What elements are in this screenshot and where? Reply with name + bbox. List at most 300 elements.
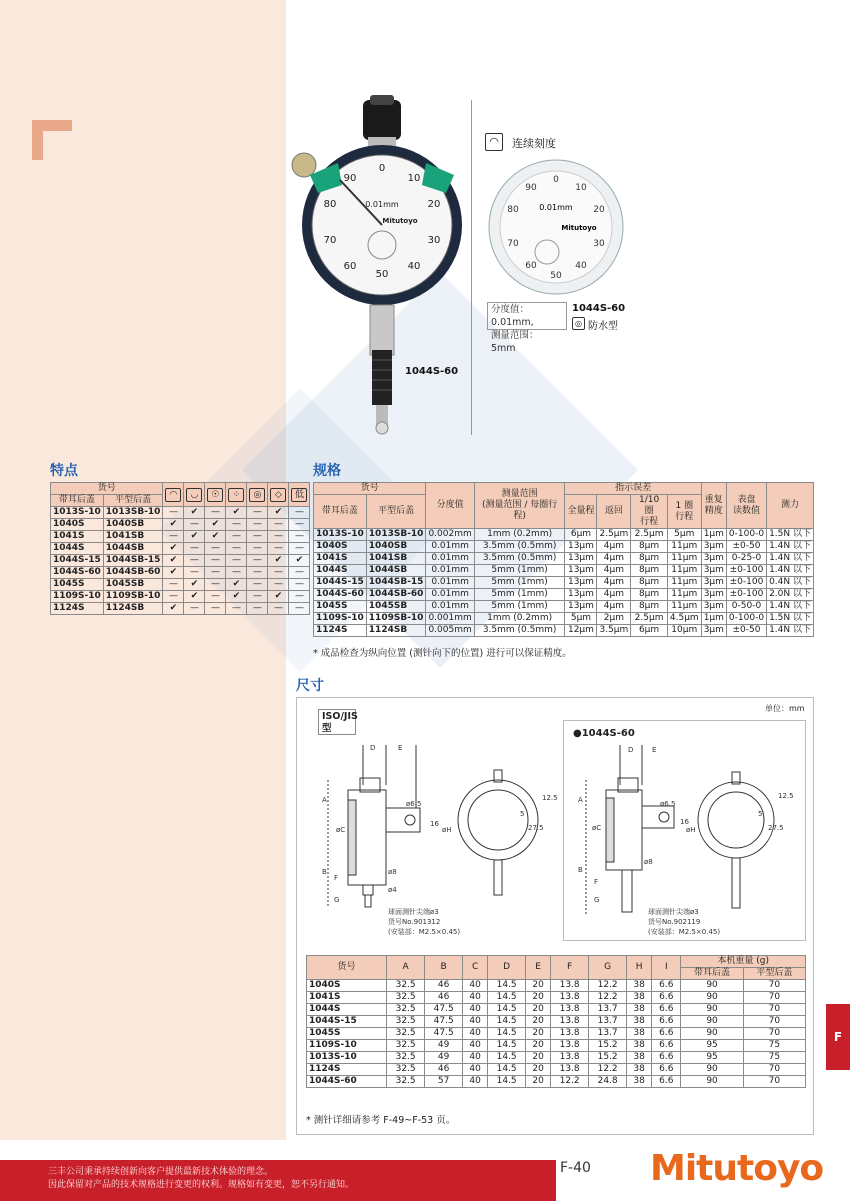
svg-text:50: 50 <box>550 271 562 281</box>
dim-cell: 47.5 <box>425 1004 463 1016</box>
feat-header-lug: 带耳后盖 <box>51 495 104 507</box>
spec-cell: 4μm <box>597 577 631 589</box>
dim-header: H <box>627 956 652 980</box>
spec-header-error: 指示误差 <box>565 483 701 495</box>
dim-cell: 1013S-10 <box>307 1052 387 1064</box>
spec-cell: ±0-50 <box>726 541 766 553</box>
spec-header-lug: 带耳后盖 <box>314 495 367 529</box>
spec-cell: 4.5μm <box>667 613 701 625</box>
footer-text <box>48 1166 354 1192</box>
dim-cell: 90 <box>681 1076 743 1088</box>
feat-mark: — <box>205 543 226 555</box>
spec-cell: 4μm <box>597 565 631 577</box>
spec-cell: 1040SB <box>366 541 426 553</box>
feat-mark: ✔ <box>268 555 289 567</box>
spec-cell: 2.0N 以下 <box>767 589 814 601</box>
spec-cell: 1040S <box>314 541 367 553</box>
feat-header-flat: 平型后盖 <box>103 495 163 507</box>
feat-mark: — <box>247 507 268 519</box>
spec-header-range: 测量范围 (测量范围 / 每圈行程) <box>474 483 565 529</box>
dim-cell: 70 <box>743 1016 805 1028</box>
dim-cell: 49 <box>425 1040 463 1052</box>
feat-mark: — <box>184 567 205 579</box>
dim-cell: 32.5 <box>387 1004 425 1016</box>
table-row <box>307 1004 806 1016</box>
revolution-counter-icon: ☉ <box>207 488 223 502</box>
spec-cell: 0.005mm <box>426 625 474 637</box>
spec-cell: 5μm <box>667 529 701 541</box>
svg-text:G: G <box>334 896 340 904</box>
features-table <box>50 482 310 615</box>
feat-mark: — <box>226 567 247 579</box>
svg-text:27.5: 27.5 <box>768 824 784 832</box>
spec-header-one-rev: 1 圈 行程 <box>667 495 701 529</box>
table-row <box>314 577 814 589</box>
feat-mark: ✔ <box>268 591 289 603</box>
table-row <box>314 565 814 577</box>
feat-mark: ✔ <box>226 591 247 603</box>
svg-text:0.01mm: 0.01mm <box>365 200 399 209</box>
dim-cell: 20 <box>526 1016 551 1028</box>
dim-cell: 40 <box>463 1028 488 1040</box>
spec-cell: 3μm <box>701 553 726 565</box>
dim-cell: 57 <box>425 1076 463 1088</box>
svg-text:30: 30 <box>593 239 605 249</box>
feat-icon-1 <box>163 483 184 507</box>
feat-lug-model: 1109S-10 <box>51 591 104 603</box>
feat-flat-model: 1013SB-10 <box>103 507 163 519</box>
spec-header-retrace: 返回 <box>597 495 631 529</box>
spec-cell: 0.01mm <box>426 541 474 553</box>
feat-mark: ✔ <box>205 531 226 543</box>
waterproof-icon: ◎ <box>249 488 265 502</box>
spec-cell: 4μm <box>597 541 631 553</box>
section-tab[interactable]: F <box>826 1004 850 1070</box>
feat-mark: — <box>247 543 268 555</box>
dim-cell: 38 <box>627 1004 652 1016</box>
dim-cell: 90 <box>681 1028 743 1040</box>
dim-cell: 13.8 <box>551 1028 589 1040</box>
dim-cell: 46 <box>425 980 463 992</box>
spec-cell: 2.5μm <box>631 529 668 541</box>
svg-text:F: F <box>334 874 339 882</box>
dial-face-detail <box>487 158 625 296</box>
feat-icon-5 <box>247 483 268 507</box>
dim-cell: 40 <box>463 992 488 1004</box>
dimensions-title: 尺寸 <box>296 678 324 694</box>
feat-flat-model: 1045SB <box>103 579 163 591</box>
spec-cell: 11μm <box>667 553 701 565</box>
spec-cell: 4μm <box>597 553 631 565</box>
svg-text:B: B <box>322 868 327 876</box>
table-row <box>307 992 806 1004</box>
spec-cell: 0.01mm <box>426 601 474 613</box>
spec-cell: 3μm <box>701 565 726 577</box>
feat-flat-model: 1124SB <box>103 603 163 615</box>
dim-cell: 6.6 <box>652 1004 681 1016</box>
table-row <box>307 1052 806 1064</box>
spec-cell: 1109SB-10 <box>366 613 426 625</box>
table-row <box>307 1064 806 1076</box>
table-row <box>307 1028 806 1040</box>
svg-text:A: A <box>578 796 583 804</box>
dim-header: B <box>425 956 463 980</box>
svg-text:F: F <box>594 878 599 886</box>
svg-text:ø8: ø8 <box>388 868 397 876</box>
spec-cell: 1045S <box>314 601 367 613</box>
svg-text:5: 5 <box>520 810 525 818</box>
spec-cell: 3μm <box>701 577 726 589</box>
svg-text:货号No.902119: 货号No.902119 <box>648 918 701 926</box>
dim-cell: 32.5 <box>387 1028 425 1040</box>
dim-cell: 6.6 <box>652 1040 681 1052</box>
dial-parameter-box <box>487 302 567 354</box>
spec-cell: 1.4N 以下 <box>767 553 814 565</box>
mitutoyo-logo: Mitutoyo <box>650 1148 824 1189</box>
dim-cell: 90 <box>681 1004 743 1016</box>
feat-mark: ✔ <box>226 579 247 591</box>
feat-mark: — <box>268 603 289 615</box>
dim-cell: 90 <box>681 1016 743 1028</box>
spec-cell: 1041SB <box>366 553 426 565</box>
spec-cell: 0.4N 以下 <box>767 577 814 589</box>
dim-cell: 75 <box>743 1040 805 1052</box>
dim-cell: 32.5 <box>387 992 425 1004</box>
spec-cell: 13μm <box>565 577 597 589</box>
dim-cell: 70 <box>743 1064 805 1076</box>
spec-cell: 5mm (1mm) <box>474 601 565 613</box>
svg-text:球面测针尖端ø3: 球面测针尖端ø3 <box>648 908 699 916</box>
table-row <box>314 553 814 565</box>
dim-cell: 95 <box>681 1040 743 1052</box>
feat-flat-model: 1109SB-10 <box>103 591 163 603</box>
spec-cell: 13μm <box>565 601 597 613</box>
feat-flat-model: 1044SB-60 <box>103 567 163 579</box>
spec-cell: 5μm <box>565 613 597 625</box>
spec-cell: 8μm <box>631 565 668 577</box>
spec-cell: 11μm <box>667 565 701 577</box>
weight-header-lug: 带耳后盖 <box>681 968 743 980</box>
gauge-icon: ◠ <box>165 488 181 502</box>
svg-text:0: 0 <box>378 163 386 174</box>
dim-cell: 13.8 <box>551 1004 589 1016</box>
spec-cell: 0.01mm <box>426 577 474 589</box>
variant-label: ●1044S-60 <box>573 728 635 739</box>
dim-cell: 13.8 <box>551 1064 589 1076</box>
table-row <box>51 555 310 567</box>
dim-cell: 70 <box>743 1028 805 1040</box>
feat-mark: — <box>226 519 247 531</box>
feat-mark: — <box>226 531 247 543</box>
feat-mark: — <box>163 507 184 519</box>
waterproof-icon: ◎ <box>572 317 585 330</box>
spec-cell: 1044S-15 <box>314 577 367 589</box>
dim-header: C <box>463 956 488 980</box>
spec-cell: 5mm (1mm) <box>474 577 565 589</box>
dial-param-line-1: 分度值：0.01mm, <box>491 304 534 328</box>
feat-mark: — <box>289 591 310 603</box>
feat-mark: — <box>205 591 226 603</box>
spec-cell: 3μm <box>701 601 726 613</box>
spec-cell: 1mm (0.2mm) <box>474 529 565 541</box>
spec-cell: ±0-100 <box>726 589 766 601</box>
dim-cell: 46 <box>425 1064 463 1076</box>
dim-cell: 20 <box>526 1004 551 1016</box>
spec-cell: 1044SB-60 <box>366 589 426 601</box>
spec-cell: 3μm <box>701 589 726 601</box>
spec-cell: 1.5N 以下 <box>767 529 814 541</box>
spec-cell: 8μm <box>631 541 668 553</box>
dim-header: F <box>551 956 589 980</box>
vertical-divider <box>471 100 472 435</box>
svg-text:27.5: 27.5 <box>528 824 544 832</box>
dim-cell: 1044S-15 <box>307 1016 387 1028</box>
spec-cell: 3μm <box>701 625 726 637</box>
spec-cell: 0-50-0 <box>726 601 766 613</box>
feat-lug-model: 1041S <box>51 531 104 543</box>
spec-header-force: 测力 <box>767 483 814 529</box>
feat-lug-model: 1124S <box>51 603 104 615</box>
feat-mark: — <box>226 543 247 555</box>
low-force-icon: 低 <box>291 488 307 502</box>
feat-icon-2 <box>184 483 205 507</box>
dim-cell: 40 <box>463 1016 488 1028</box>
dim-header: E <box>526 956 551 980</box>
feat-mark: ✔ <box>268 507 289 519</box>
spec-cell: 0-25-0 <box>726 553 766 565</box>
svg-text:40: 40 <box>575 261 587 271</box>
spec-cell: 6μm <box>631 625 668 637</box>
feat-lug-model: 1045S <box>51 579 104 591</box>
feat-mark: ✔ <box>184 591 205 603</box>
feat-flat-model: 1044SB <box>103 543 163 555</box>
dim-cell: 1044S-60 <box>307 1076 387 1088</box>
table-row <box>51 519 310 531</box>
feat-mark: — <box>226 603 247 615</box>
dim-cell: 12.2 <box>589 1064 627 1076</box>
spec-cell: 10μm <box>667 625 701 637</box>
spec-header-full: 全量程 <box>565 495 597 529</box>
spec-cell: 8μm <box>631 601 668 613</box>
spec-cell: 1.4N 以下 <box>767 565 814 577</box>
feat-mark: — <box>205 603 226 615</box>
waterproof-label: 防水型 <box>588 321 618 332</box>
feat-mark: ✔ <box>163 555 184 567</box>
feat-mark: — <box>163 579 184 591</box>
table-row <box>51 591 310 603</box>
dim-header: I <box>652 956 681 980</box>
spec-cell: 5mm (1mm) <box>474 565 565 577</box>
table-row <box>307 1016 806 1028</box>
dim-cell: 1109S-10 <box>307 1040 387 1052</box>
page-number: F-40 <box>560 1160 591 1176</box>
spec-cell: 8μm <box>631 553 668 565</box>
svg-text:(安装部：M2.5×0.45): (安装部：M2.5×0.45) <box>388 928 461 936</box>
dim-cell: 46 <box>425 992 463 1004</box>
spec-cell: 1044SB-15 <box>366 577 426 589</box>
svg-text:øC: øC <box>336 826 346 834</box>
dimensions-table <box>306 955 806 1088</box>
dim-cell: 24.8 <box>589 1076 627 1088</box>
spec-cell: 1μm <box>701 529 726 541</box>
spec-cell: 3.5mm (0.5mm) <box>474 625 565 637</box>
feat-mark: — <box>247 579 268 591</box>
svg-text:20: 20 <box>593 205 605 215</box>
svg-text:D: D <box>370 744 376 752</box>
svg-text:12.5: 12.5 <box>542 794 558 802</box>
dial-detail-model: 1044S-60 <box>572 303 626 314</box>
dim-cell: 15.2 <box>589 1052 627 1064</box>
svg-text:90: 90 <box>343 173 357 184</box>
spec-cell: 1.4N 以下 <box>767 541 814 553</box>
dial-param-line-2: 测量范围：5mm <box>491 330 539 354</box>
svg-text:ø6.5: ø6.5 <box>660 800 676 808</box>
svg-text:80: 80 <box>323 199 337 210</box>
spec-cell: 13μm <box>565 541 597 553</box>
feat-mark: — <box>163 531 184 543</box>
spec-cell: 11μm <box>667 577 701 589</box>
svg-text:60: 60 <box>525 261 537 271</box>
dim-cell: 70 <box>743 980 805 992</box>
left-dimension-drawing <box>318 740 558 940</box>
svg-text:16: 16 <box>680 818 689 826</box>
spec-cell: 8μm <box>631 577 668 589</box>
feat-mark: — <box>289 579 310 591</box>
svg-text:30: 30 <box>427 235 441 246</box>
spec-cell: 11μm <box>667 601 701 613</box>
right-dimension-drawing <box>568 740 806 940</box>
dim-cell: 40 <box>463 1064 488 1076</box>
dim-cell: 32.5 <box>387 1064 425 1076</box>
dim-cell: 40 <box>463 1040 488 1052</box>
svg-text:50: 50 <box>375 269 389 280</box>
dim-cell: 40 <box>463 1076 488 1088</box>
dim-cell: 38 <box>627 1076 652 1088</box>
dim-cell: 47.5 <box>425 1028 463 1040</box>
dim-cell: 13.8 <box>551 980 589 992</box>
svg-text:E: E <box>652 746 657 754</box>
svg-text:40: 40 <box>407 261 421 272</box>
spec-header-repeat: 重复 精度 <box>701 483 726 529</box>
dim-cell: 70 <box>743 1076 805 1088</box>
specs-table <box>313 482 814 637</box>
spec-header-dial: 表盘 读数值 <box>726 483 766 529</box>
spec-cell: 12μm <box>565 625 597 637</box>
spec-cell: 1044SB <box>366 565 426 577</box>
dim-cell: 14.5 <box>488 1064 526 1076</box>
svg-text:20: 20 <box>427 199 441 210</box>
feat-mark: — <box>268 519 289 531</box>
feat-lug-model: 1044S-15 <box>51 555 104 567</box>
svg-text:ø6.5: ø6.5 <box>406 800 422 808</box>
feat-mark: ✔ <box>184 507 205 519</box>
spec-cell: 2.5μm <box>631 613 668 625</box>
dim-cell: 40 <box>463 1052 488 1064</box>
feat-mark: — <box>268 579 289 591</box>
dim-cell: 1041S <box>307 992 387 1004</box>
dots-icon: ⁘ <box>228 488 244 502</box>
feat-mark: — <box>289 603 310 615</box>
unit-label: 单位：mm <box>765 704 805 713</box>
dim-cell: 14.5 <box>488 1040 526 1052</box>
feat-mark: — <box>268 543 289 555</box>
dim-cell: 13.8 <box>551 1016 589 1028</box>
feat-lug-model: 1044S <box>51 543 104 555</box>
dim-cell: 1044S <box>307 1004 387 1016</box>
dim-cell: 32.5 <box>387 1052 425 1064</box>
svg-text:Mitutoyo: Mitutoyo <box>561 224 597 232</box>
feat-mark: — <box>247 603 268 615</box>
dim-cell: 20 <box>526 1052 551 1064</box>
svg-text:øC: øC <box>592 824 602 832</box>
table-row <box>307 980 806 992</box>
svg-text:16: 16 <box>430 820 439 828</box>
spec-cell: 1013S-10 <box>314 529 367 541</box>
feat-mark: — <box>289 531 310 543</box>
dim-cell: 6.6 <box>652 992 681 1004</box>
spec-header-tenth: 1/10 圈 行程 <box>631 495 668 529</box>
feat-mark: ✔ <box>205 519 226 531</box>
dim-cell: 20 <box>526 1076 551 1088</box>
svg-text:Mitutoyo: Mitutoyo <box>382 217 418 225</box>
dim-cell: 70 <box>743 992 805 1004</box>
dim-cell: 6.6 <box>652 1028 681 1040</box>
feat-mark: — <box>268 567 289 579</box>
photo-model-label: 1044S-60 <box>405 366 459 377</box>
spec-cell: 0.01mm <box>426 565 474 577</box>
dim-cell: 13.7 <box>589 1004 627 1016</box>
footer-line-2: 因此保留对产品的技术规格进行变更的权利。规格如有变更，恕不另行通知。 <box>48 1180 355 1190</box>
feat-mark: — <box>289 507 310 519</box>
spec-cell: 6μm <box>565 529 597 541</box>
dim-cell: 13.8 <box>551 992 589 1004</box>
dim-cell: 1124S <box>307 1064 387 1076</box>
spec-cell: 1.4N 以下 <box>767 625 814 637</box>
dim-cell: 20 <box>526 980 551 992</box>
dim-cell: 14.5 <box>488 1016 526 1028</box>
dim-cell: 38 <box>627 1040 652 1052</box>
spec-cell: 1mm (0.2mm) <box>474 613 565 625</box>
spec-cell: 13μm <box>565 565 597 577</box>
feat-mark: — <box>289 543 310 555</box>
dim-cell: 90 <box>681 980 743 992</box>
spec-cell: 1044S-60 <box>314 589 367 601</box>
svg-text:12.5: 12.5 <box>778 792 794 800</box>
spec-cell: 4μm <box>597 601 631 613</box>
dim-cell: 6.6 <box>652 1064 681 1076</box>
feat-mark: ✔ <box>163 519 184 531</box>
svg-text:10: 10 <box>575 183 587 193</box>
spec-cell: 11μm <box>667 589 701 601</box>
dim-cell: 32.5 <box>387 1076 425 1088</box>
spec-cell: 1.5N 以下 <box>767 613 814 625</box>
table-row <box>51 567 310 579</box>
dim-header: G <box>589 956 627 980</box>
spec-cell: 0-100-0 <box>726 529 766 541</box>
dim-cell: 20 <box>526 1064 551 1076</box>
svg-text:ø4: ø4 <box>388 886 397 894</box>
dim-cell: 38 <box>627 980 652 992</box>
dim-cell: 6.6 <box>652 1052 681 1064</box>
spec-cell: 1109S-10 <box>314 613 367 625</box>
dim-cell: 1040S <box>307 980 387 992</box>
svg-text:0: 0 <box>553 175 559 185</box>
feat-mark: — <box>205 579 226 591</box>
dim-cell: 13.7 <box>589 1028 627 1040</box>
feat-lug-model: 1013S-10 <box>51 507 104 519</box>
table-row <box>51 543 310 555</box>
feat-mark: ✔ <box>226 507 247 519</box>
